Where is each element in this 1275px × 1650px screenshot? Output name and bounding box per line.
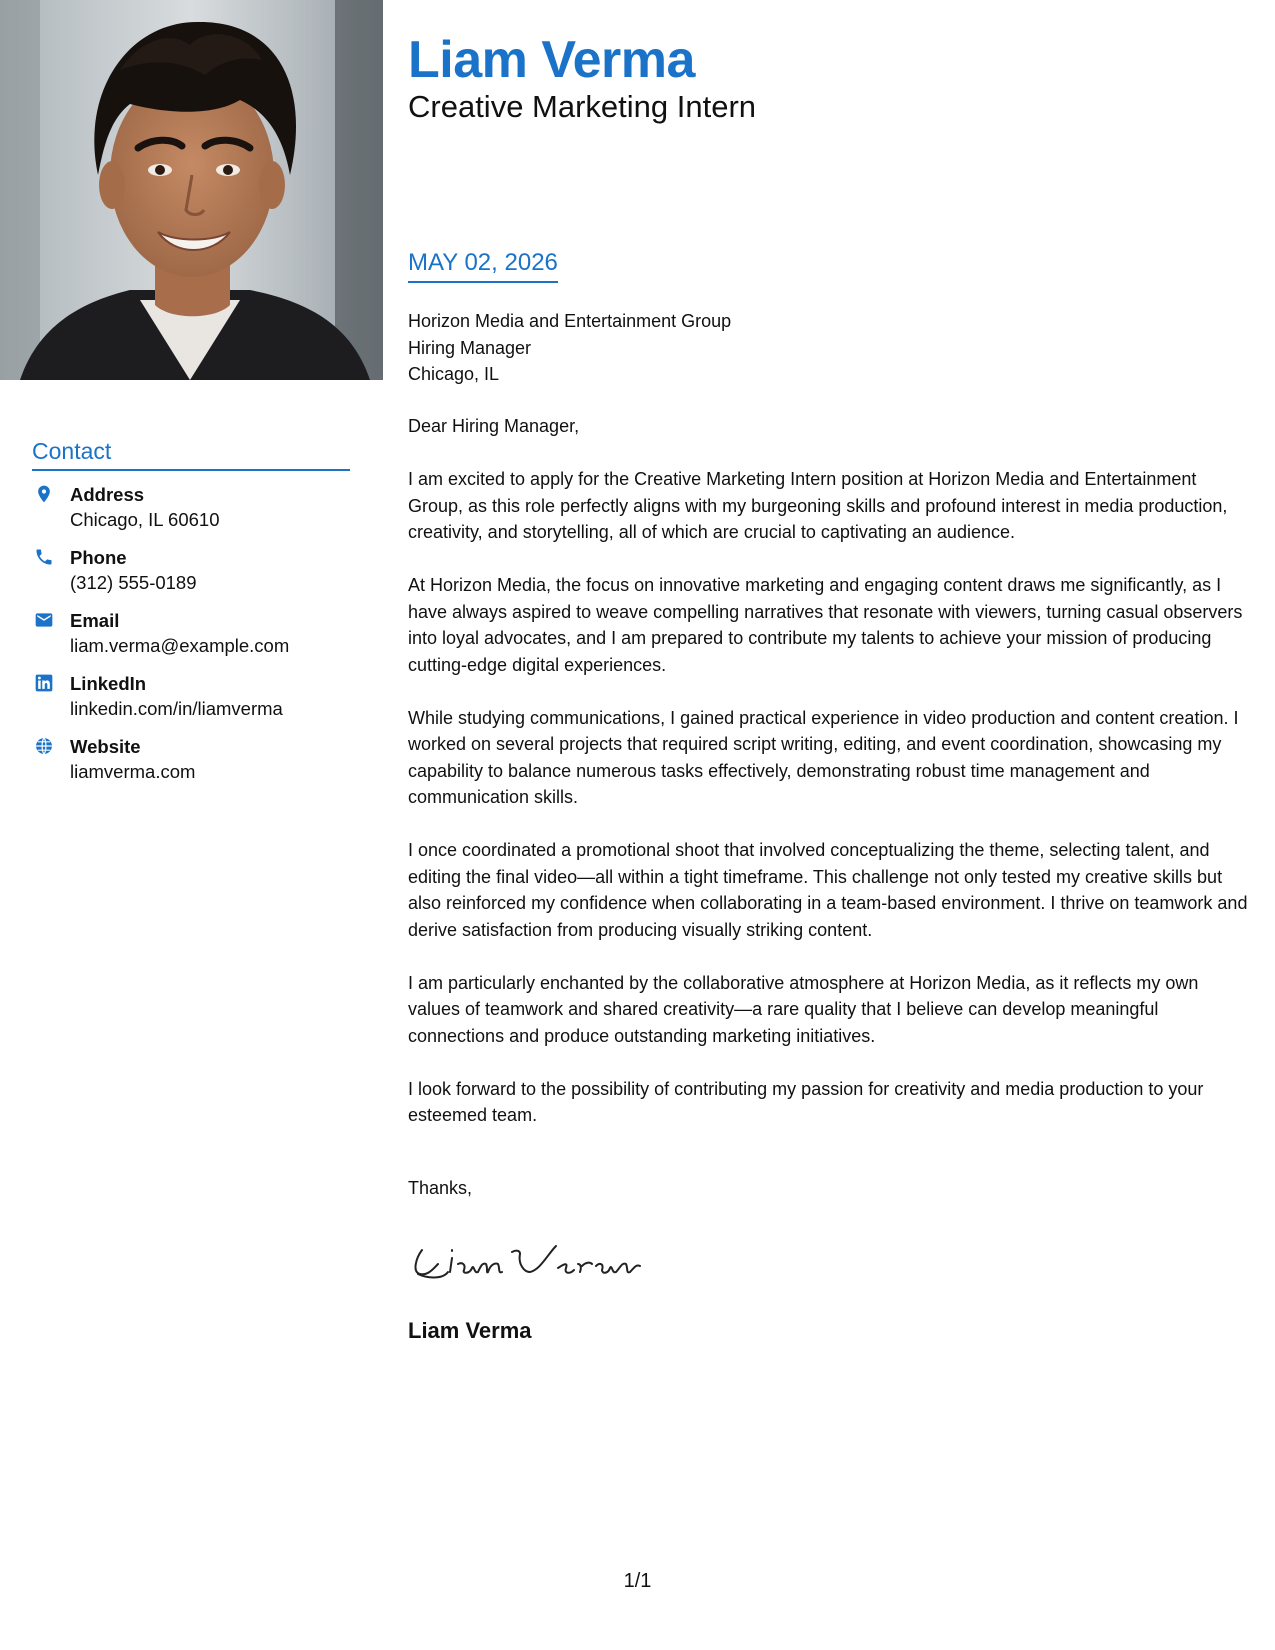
globe-icon	[34, 736, 54, 756]
recipient-company: Horizon Media and Entertainment Group	[408, 311, 732, 331]
recipient-role: Hiring Manager	[408, 337, 532, 358]
address-value: Chicago, IL 60610	[70, 509, 220, 530]
email-icon	[34, 610, 54, 630]
contact-item-address	[32, 482, 362, 545]
signer-name: Liam Verma	[408, 1318, 532, 1343]
job-title: Creative Marketing Intern	[408, 89, 757, 124]
contact-label: Website	[70, 736, 141, 757]
linkedin-value: linkedin.com/in/liamverma	[70, 698, 283, 719]
letter-paragraph: I once coordinated a promotional shoot that involved conceptualizing the theme, selecting talent, and editing the final video—all within a tight timeframe. This challenge not only tested my creative skills but also reinforced my confidence when collaborating in a team-based environment. I thrive on teamwork and derive satisfaction from producing visually striking content.	[408, 840, 1248, 940]
contact-item-linkedin	[32, 671, 362, 734]
linkedin-icon	[34, 673, 54, 693]
letter-paragraph: I look forward to the possibility of contributing my passion for creativity and media production to your esteemed team.	[408, 1078, 1204, 1125]
contact-item-email	[32, 608, 362, 671]
letter-body	[408, 413, 1253, 1155]
page-number: 1/1	[623, 1570, 652, 1592]
contact-label: Phone	[70, 547, 127, 568]
salutation: Dear Hiring Manager,	[408, 416, 580, 436]
sidebar	[0, 0, 383, 1650]
contact-label: LinkedIn	[70, 673, 147, 694]
letter-paragraph: At Horizon Media, the focus on innovative marketing and engaging content draws me significantly, as I have always aspired to weave compelling narratives that resonate with viewers, turning casual observers into loyal advocates, and I am prepared to contribute my talents to achieve your mission of producing cutting-edge digital experiences.	[408, 575, 1243, 675]
contact-list	[32, 482, 362, 797]
phone-value: (312) 555-0189	[70, 572, 197, 593]
letter-date: MAY 02, 2026	[408, 249, 558, 283]
contact-heading: Contact	[32, 438, 350, 471]
phone-icon	[34, 547, 54, 567]
profile-photo	[0, 0, 383, 380]
handwritten-signature	[408, 1228, 648, 1288]
recipient-location: Chicago, IL	[408, 364, 500, 384]
contact-label: Address	[70, 484, 145, 505]
contact-label: Email	[70, 610, 120, 631]
contact-item-website	[32, 734, 362, 797]
recipient-block	[408, 308, 731, 388]
contact-item-phone	[32, 545, 362, 608]
applicant-name: Liam Verma	[408, 31, 695, 89]
location-pin-icon	[34, 484, 54, 504]
letter-paragraph: I am particularly enchanted by the collaborative atmosphere at Horizon Media, as it reflects my own values of teamwork and shared creativity—a rare quality that I believe can develop meaningful connections and produce outstanding marketing initiatives.	[408, 972, 1199, 1046]
closing: Thanks,	[408, 1178, 473, 1198]
letter-paragraph: While studying communications, I gained practical experience in video production and content creation. I worked on several projects that required script writing, editing, and event coordination, showcasing my capability to balance numerous tasks effectively, demonstrating robust time management and communication skills.	[408, 707, 1239, 807]
letter-paragraph: I am excited to apply for the Creative Marketing Intern position at Horizon Media and Entertainment Group, as this role perfectly aligns with my burgeoning skills and profound interest in media production, creativity, and storytelling, all of which are crucial to captivating an audience.	[408, 469, 1228, 542]
website-value: liamverma.com	[70, 761, 196, 782]
email-value: liam.verma@example.com	[70, 635, 290, 656]
